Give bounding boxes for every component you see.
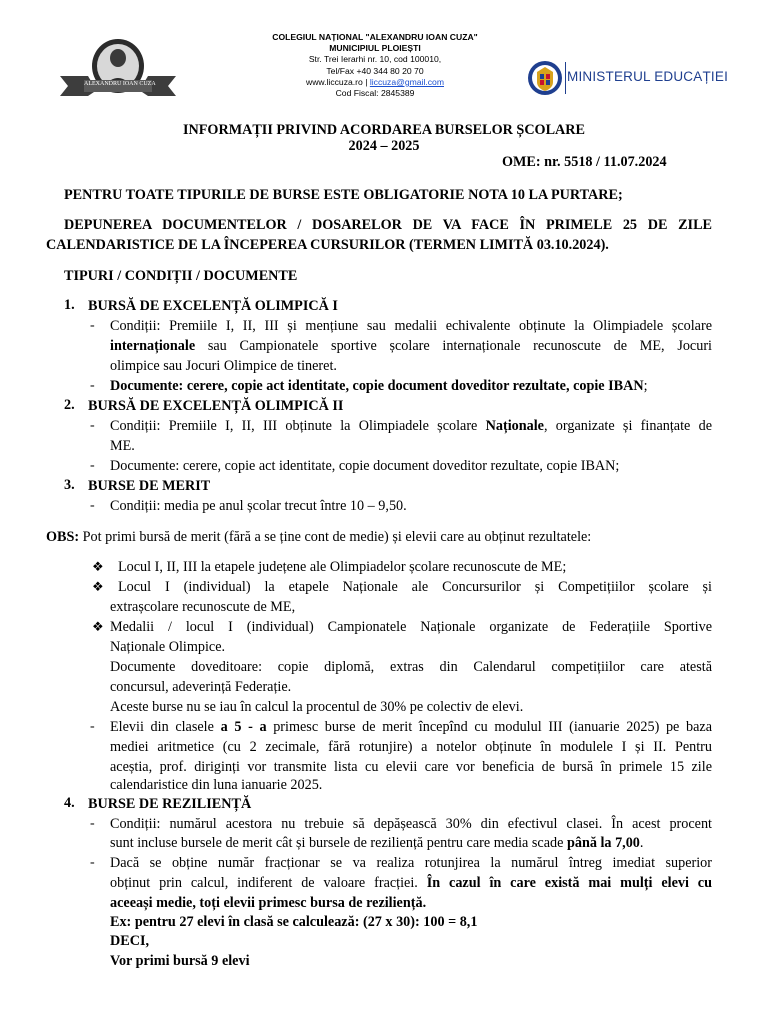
obs-bullet-3-line5: Aceste burse nu se iau în calcul la procentul de 30% pe colectiv de elevi. (110, 699, 524, 715)
grade5-line1: Elevii din clasele a 5 - a primesc burse de merit începînd cu modulul III (ianuarie 2025) pe baza (110, 719, 712, 735)
obs-bullet-2-line1: Locul I (individual) la etapele Naționale ale Concursurilor și Competițiilor școlare și (118, 579, 712, 595)
obs-bullet-3-line2: Naționale Olimpice. (110, 639, 226, 655)
diamond-bullet-icon: ❖ (92, 559, 104, 574)
section-4-conditions-line2: sunt incluse bursele de merit cât și bursele de reziliență pentru care media scade până la 7,00. (110, 835, 644, 851)
section-2-conditions-line2: ME. (110, 438, 135, 454)
section-4-rounding-line3: aceeași medie, toți elevii primesc bursa de reziliență. (110, 895, 427, 911)
grade5-dash: - (90, 719, 95, 734)
crest-banner-text: ALEXANDRU IOAN CUZA (84, 81, 156, 87)
section-4-result: Vor primi bursă 9 elevi (110, 953, 250, 969)
website-link[interactable]: www.liccuza.ro (305, 76, 363, 87)
section-1-conditions-line1: Condiții: Premiile I, II, III și mențiune sau medalii echivalente obținute la Olimpiadele școlare (110, 318, 712, 334)
section-2-conditions-line1: Condiții: Premiile I, II, III obținute la Olimpiadele școlare Naționale, organizate și finanțate de (110, 418, 712, 434)
section-3-number: 3. (64, 477, 75, 493)
section-1-conditions-line2: internaționale sau Campionatele sportive școlare internaționale recunoscute de ME, Jocuri (110, 338, 712, 354)
section-1-number: 1. (64, 297, 75, 313)
academic-year: 2024 – 2025 (348, 138, 420, 154)
section-4-rounding-dash: - (90, 855, 95, 870)
international-bold: internaționale (110, 338, 196, 354)
section-4-number: 4. (64, 795, 75, 811)
section-3-title: BURSE DE MERIT (88, 478, 211, 494)
school-crest-logo (54, 36, 182, 100)
section-4-rounding-line2: obținut prin calcul, indiferent de valoare fracției. În cazul în care există mai mulți elevi cu (110, 875, 712, 891)
deadline-notice-line2: CALENDARISTICE DE LA ÎNCEPEREA CURSURILOR (TERMEN LIMITĂ 03.10.2024). (46, 237, 609, 253)
grade5-line2: mediei aritmetice (cu 2 zecimale, fără rotunjire) a notelor obținute în modulele I și II. Pentru (110, 739, 712, 755)
diamond-bullet-icon: ❖ (92, 579, 104, 594)
ministry-name: MINISTERUL EDUCAȚIEI (567, 69, 729, 84)
school-header (230, 32, 520, 99)
section-3-conditions: Condiții: media pe anul școlar trecut între 10 – 9,50. (110, 498, 407, 514)
section-2-documents: Documente: cerere, copie act identitate, copie document doveditor rezultate, copie IBAN; (110, 458, 620, 474)
section-2-title: BURSĂ DE EXCELENȚĂ OLIMPICĂ II (88, 398, 344, 414)
email-link[interactable]: liccuza@gmail.com (369, 76, 444, 87)
section-4-conditions-line1: Condiții: numărul acestora nu trebuie să depășească 30% din efectivul clasei. În acest procent (110, 816, 712, 832)
section-1-conditions-dash: - (90, 318, 95, 333)
conduct-notice: PENTRU TOATE TIPURILE DE BURSE ESTE OBLIGATORIE NOTA 10 LA PURTARE; (64, 187, 623, 203)
section-2-conditions-dash: - (90, 418, 95, 433)
school-phone: Tel/Fax +40 344 80 20 70 (326, 65, 424, 76)
document-title: INFORMAȚII PRIVIND ACORDAREA BURSELOR ȘCOLARE (182, 122, 586, 138)
diamond-bullet-icon: ❖ (92, 619, 104, 634)
school-city: MUNICIPIUL PLOIEȘTI (329, 43, 421, 54)
section-1-title: BURSĂ DE EXCELENȚĂ OLIMPICĂ I (88, 298, 338, 314)
link-separator: | (362, 76, 370, 87)
section-4-rounding-line1: Dacă se obține număr fracționar se va realiza rotunjirea la numărul întreg imediat superior (110, 855, 712, 871)
obs-bullet-3-line3: Documente doveditoare: copie diplomă, extras din Calendarul competițiilor care atestă (110, 659, 712, 675)
grade5-line3: aceștia, prof. diriginți vor transmite lista cu elevii care vor beneficia de bursă în primele 15 zile (110, 759, 712, 775)
section-4-title: BURSE DE REZILIENȚĂ (88, 796, 252, 812)
section-1-conditions-line3: olimpice sau Jocuri Olimpice de tineret. (110, 358, 337, 374)
fiscal-code: Cod Fiscal: 2845389 (335, 88, 415, 99)
obs-bullet-3-line4: concursul, adeverință Federație. (110, 679, 292, 695)
obs-bullet-2-line2: extrașcolare recunoscute de ME, (110, 599, 296, 615)
section-2-number: 2. (64, 397, 75, 413)
obs-bullet-3-line1: Medalii / locul I (individual) Campionatele Naționale organizate de Federațiile Sportive (110, 619, 712, 635)
obs-paragraph: OBS: Pot primi bursă de merit (fără a se ține cont de medie) și elevii care au obținut rezultatele: (46, 529, 592, 545)
section-4-conditions-dash: - (90, 816, 95, 831)
section-3-conditions-dash: - (90, 498, 95, 513)
school-address: Str. Trei Ierarhi nr. 10, cod 100010, (308, 54, 442, 65)
ministry-divider (565, 62, 566, 94)
ome-reference: OME: nr. 5518 / 11.07.2024 (502, 154, 667, 170)
school-contact-links (230, 77, 520, 88)
section-heading: TIPURI / CONDIȚII / DOCUMENTE (64, 268, 298, 284)
obs-bullet-1: Locul I, II, III la etapele județene ale Olimpiadelor școlare recunoscute de ME; (118, 559, 567, 575)
ministry-logo (527, 60, 729, 96)
section-2-documents-dash: - (90, 458, 95, 473)
romania-coat-of-arms-icon (527, 60, 563, 96)
grade5-line4: calendaristice din luna ianuarie 2025. (110, 777, 323, 793)
section-4-example: Ex: pentru 27 elevi în clasă se calculează: (27 x 30): 100 = 8,1 (110, 914, 478, 930)
school-name: COLEGIUL NAȚIONAL "ALEXANDRU IOAN CUZA" (272, 32, 478, 42)
section-4-deci: DECI, (110, 933, 150, 949)
obs-label: OBS: (46, 529, 80, 545)
section-1-documents-dash: - (90, 378, 95, 393)
deadline-notice-line1: DEPUNEREA DOCUMENTELOR / DOSARELOR DE VA FACE ÎN PRIMELE 25 DE ZILE (64, 217, 712, 233)
section-1-documents: Documente: cerere, copie act identitate, copie document doveditor rezultate, copie IBAN; (110, 378, 648, 394)
